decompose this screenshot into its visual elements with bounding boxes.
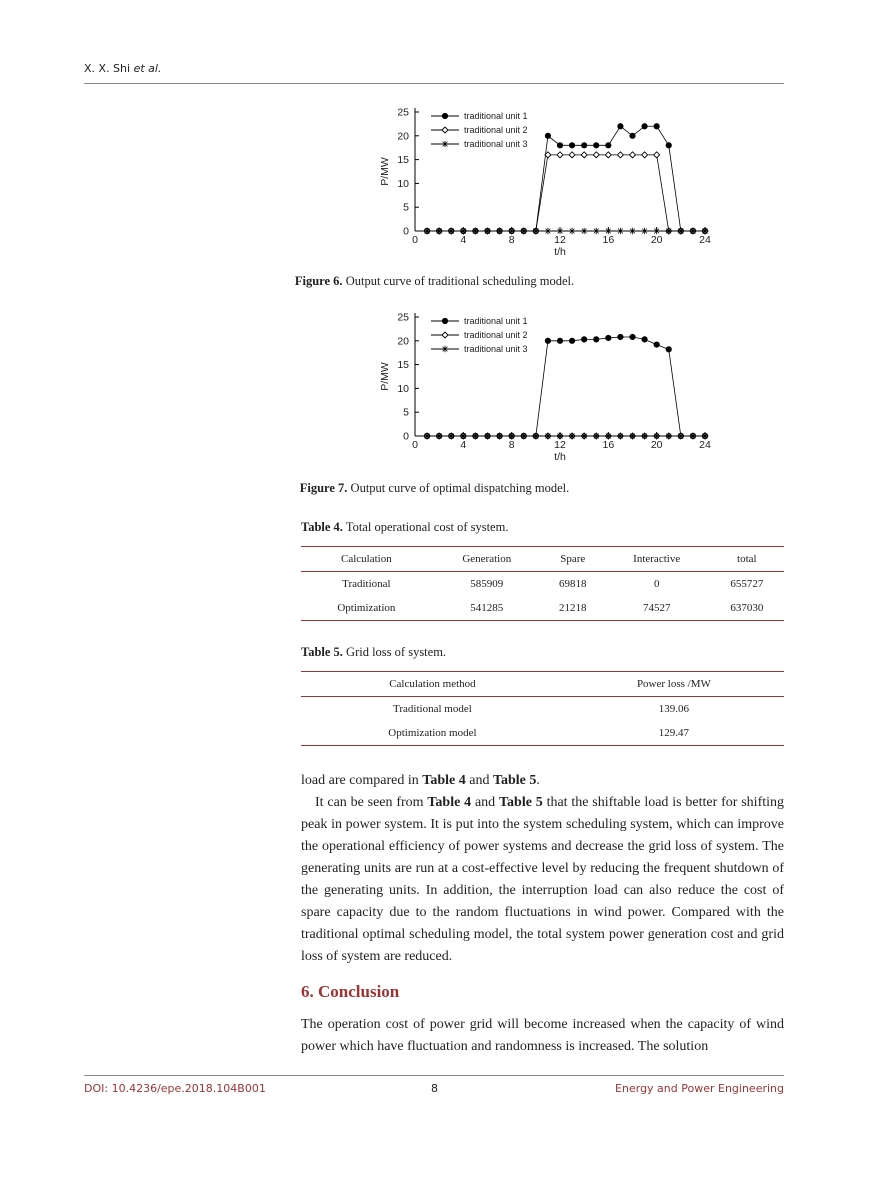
table-cell: Traditional [342, 578, 391, 590]
data-point-marker [521, 228, 527, 234]
data-point-marker [605, 152, 611, 158]
y-tick-label: 20 [397, 130, 409, 143]
data-point-marker [545, 338, 550, 343]
data-point-marker [654, 124, 659, 129]
table-5-caption [301, 645, 446, 660]
table-4-caption-text: Total operational cost of system. [342, 520, 509, 534]
data-point-marker [557, 228, 563, 234]
data-point-marker [533, 228, 539, 234]
data-point-marker [557, 338, 562, 343]
figure-7-caption [0, 481, 869, 496]
data-point-marker [690, 433, 696, 439]
x-tick-label: 4 [460, 234, 467, 246]
table-4 [301, 546, 784, 621]
data-point-marker [472, 433, 478, 439]
paragraph-text: It can be seen from [315, 795, 428, 810]
paragraph-text: . [536, 773, 540, 788]
table-4-link[interactable]: Table 4 [427, 795, 472, 810]
data-point-marker [642, 337, 647, 342]
table-header-cell: Spare [542, 547, 604, 572]
data-point-marker [630, 152, 636, 158]
paragraph-text: The operation cost of power grid will become increased when the capacity of wind power which have fluctuation and randomness is increased. The solution [301, 1017, 784, 1054]
data-point-marker [654, 342, 659, 347]
data-point-marker [521, 433, 527, 439]
data-point-marker [448, 228, 454, 234]
data-point-marker [424, 433, 430, 439]
figure-6-caption-text: Output curve of traditional scheduling model. [342, 274, 575, 288]
legend-label: traditional unit 1 [464, 111, 528, 122]
section-heading: 6. Conclusion [301, 982, 400, 1001]
data-point-marker [484, 228, 490, 234]
y-tick-label: 10 [397, 177, 409, 190]
data-point-marker [569, 338, 574, 343]
data-point-marker [678, 228, 684, 234]
table-cell: Traditional model [393, 703, 472, 715]
data-point-marker [606, 335, 611, 340]
paragraph-text: and [471, 795, 499, 810]
data-point-marker [618, 334, 623, 339]
data-point-marker [508, 433, 514, 439]
table-4-label: Table 4. [301, 520, 343, 534]
data-point-marker [642, 124, 647, 129]
y-tick-label: 0 [403, 430, 409, 443]
legend-label: traditional unit 3 [464, 139, 528, 150]
x-axis-label: t/h [554, 246, 566, 258]
data-point-marker [678, 433, 684, 439]
running-header-author [84, 62, 161, 75]
y-tick-label: 15 [397, 359, 409, 372]
data-point-marker [448, 433, 454, 439]
data-point-marker [496, 433, 502, 439]
data-point-marker [569, 143, 574, 148]
data-point-marker [436, 433, 442, 439]
table-cell: Optimization model [301, 721, 564, 746]
table-cell: 637030 [710, 596, 784, 621]
table-4-caption [301, 520, 508, 535]
figure-7-label: Figure 7. [299, 481, 348, 495]
figure-6-label: Figure 6. [294, 274, 343, 288]
table-cell: 585909 [470, 578, 504, 590]
legend [431, 111, 528, 149]
data-point-marker [702, 433, 708, 439]
y-tick-label: 25 [397, 106, 409, 119]
paragraph-results [301, 792, 784, 968]
data-point-marker [653, 433, 659, 439]
x-tick-label: 0 [412, 234, 418, 246]
data-point-marker [702, 228, 708, 234]
figure-6-svg [370, 100, 720, 265]
table-row [301, 572, 784, 597]
paragraph-text: that the shiftable load is better for shifting peak in power system. It is put into the system scheduling system, which can improve the operational efficiency of power systems and decrease the grid loss of system. The generating units are run at a cost-effective level by reducing the frequent shutdown of the generating units. In addition, the interruption load can also reduce the cost of spare capacity due to the random fluctuations in wind power. Compared with the traditional optimal scheduling model, the total system power generation cost and grid loss of system are reduced. [301, 795, 785, 964]
y-tick-label: 25 [397, 311, 409, 324]
data-point-marker [442, 141, 448, 147]
data-point-marker [617, 152, 623, 158]
data-point-marker [642, 152, 648, 158]
data-point-marker [581, 152, 587, 158]
data-point-marker [436, 228, 442, 234]
data-point-marker [617, 433, 623, 439]
data-point-marker [593, 228, 599, 234]
data-point-marker [484, 433, 490, 439]
x-tick-label: 24 [699, 439, 711, 451]
data-point-marker [653, 228, 659, 234]
page-number: 8 [431, 1082, 438, 1095]
x-tick-label: 8 [508, 439, 515, 451]
table-header-cell: Interactive [604, 547, 710, 572]
data-point-marker [442, 346, 448, 352]
data-point-marker [557, 152, 563, 158]
data-point-marker [545, 433, 551, 439]
series-group [424, 228, 708, 234]
y-axis-label: P/MW [379, 157, 391, 186]
table-5-caption-text: Grid loss of system. [342, 645, 447, 659]
y-tick-label: 5 [403, 406, 409, 419]
data-point-marker [666, 433, 672, 439]
table-cell: Optimization [301, 596, 432, 621]
x-tick-label: 12 [554, 234, 566, 246]
data-point-marker [460, 228, 466, 234]
figure-7-chart [370, 305, 720, 470]
data-point-marker [629, 228, 635, 234]
data-point-marker [460, 433, 466, 439]
data-point-marker [545, 133, 550, 138]
table-cell: 69818 [559, 578, 587, 590]
data-point-marker [690, 228, 696, 234]
data-point-marker [533, 433, 539, 439]
data-point-marker [545, 228, 551, 234]
data-point-marker [666, 347, 671, 352]
paragraph-continuation [301, 770, 784, 792]
figure-6-chart [370, 100, 720, 265]
data-point-marker [581, 228, 587, 234]
data-point-marker [557, 433, 563, 439]
legend-label: traditional unit 1 [464, 316, 528, 327]
data-point-marker [593, 433, 599, 439]
y-tick-label: 10 [397, 382, 409, 395]
legend-label: traditional unit 3 [464, 344, 528, 355]
legend-label: traditional unit 2 [464, 330, 528, 341]
data-point-marker [666, 143, 671, 148]
x-tick-label: 16 [602, 439, 615, 451]
data-point-marker [606, 143, 611, 148]
y-tick-label: 15 [397, 154, 409, 167]
data-point-marker [582, 337, 587, 342]
data-point-marker [569, 228, 575, 234]
legend-label: traditional unit 2 [464, 125, 528, 136]
table-5-link[interactable]: Table 5 [492, 773, 537, 788]
table-row [301, 596, 784, 621]
legend [431, 316, 528, 354]
table-cell: 541285 [432, 596, 542, 621]
data-point-marker [569, 433, 575, 439]
data-point-marker [594, 337, 599, 342]
x-tick-label: 24 [699, 234, 711, 246]
table-cell: 74527 [604, 596, 710, 621]
data-point-marker [654, 152, 660, 158]
data-point-marker [641, 433, 647, 439]
figure-7-caption-text: Output curve of optimal dispatching model. [347, 481, 570, 495]
data-point-marker [442, 332, 448, 338]
table-cell: 655727 [730, 578, 764, 590]
table-cell: 139.06 [658, 703, 690, 715]
series-group [424, 433, 708, 439]
data-point-marker [508, 228, 514, 234]
data-point-marker [594, 143, 599, 148]
footer-divider [84, 1075, 784, 1076]
y-axis-label: P/MW [379, 362, 391, 391]
table-row [301, 697, 784, 722]
table-header-row [301, 547, 784, 572]
figure-7-svg [370, 305, 720, 470]
table-header-cell: Generation [432, 547, 542, 572]
x-axis-label: t/h [554, 451, 566, 463]
table-header-row [301, 672, 784, 697]
table-4-link[interactable]: Table 4 [422, 773, 466, 788]
x-tick-label: 0 [412, 439, 418, 451]
data-point-marker [605, 228, 611, 234]
data-point-marker [442, 318, 447, 323]
table-row [301, 721, 784, 746]
data-point-marker [472, 228, 478, 234]
table-cell: 129.47 [564, 721, 784, 746]
paragraph-conclusion [301, 1014, 784, 1058]
x-tick-label: 20 [650, 439, 663, 451]
series-line [427, 155, 705, 231]
data-point-marker [442, 127, 448, 133]
table-5 [301, 671, 784, 746]
table-cell: 21218 [542, 596, 604, 621]
data-point-marker [630, 133, 635, 138]
y-tick-label: 5 [403, 201, 409, 214]
x-tick-label: 12 [554, 439, 566, 451]
footer-journal: Energy and Power Engineering [615, 1082, 784, 1095]
data-point-marker [617, 228, 623, 234]
data-point-marker [442, 113, 447, 118]
table-header-cell: Calculation [301, 547, 432, 572]
header-divider [84, 83, 784, 84]
paragraph-text: and [465, 773, 493, 788]
data-point-marker [618, 124, 623, 129]
y-tick-label: 20 [397, 335, 409, 348]
data-point-marker [605, 433, 611, 439]
data-point-marker [666, 228, 672, 234]
data-point-marker [424, 228, 430, 234]
data-point-marker [496, 228, 502, 234]
author-et-al: et al. [133, 62, 162, 75]
table-cell: 0 [653, 578, 660, 590]
data-point-marker [569, 152, 575, 158]
figure-6-caption [0, 274, 869, 289]
x-tick-label: 20 [650, 234, 663, 246]
x-tick-label: 16 [602, 234, 615, 246]
series-group [424, 152, 708, 234]
author-name: X. X. Shi [84, 62, 134, 75]
footer-doi[interactable]: DOI: 10.4236/epe.2018.104B001 [84, 1082, 266, 1095]
data-point-marker [557, 143, 562, 148]
data-point-marker [630, 334, 635, 339]
table-5-label: Table 5. [301, 645, 343, 659]
table-header-cell: Power loss /MW [564, 672, 784, 697]
x-tick-label: 4 [460, 439, 467, 451]
data-point-marker [641, 228, 647, 234]
data-point-marker [582, 143, 587, 148]
paragraph-text: load are compared in [301, 773, 423, 788]
data-point-marker [593, 152, 599, 158]
table-header-cell: total [710, 547, 784, 572]
x-tick-label: 8 [508, 234, 515, 246]
data-point-marker [581, 433, 587, 439]
table-header-cell: Calculation method [301, 672, 564, 697]
data-point-marker [629, 433, 635, 439]
y-tick-label: 0 [403, 225, 409, 238]
table-5-link[interactable]: Table 5 [499, 795, 543, 810]
